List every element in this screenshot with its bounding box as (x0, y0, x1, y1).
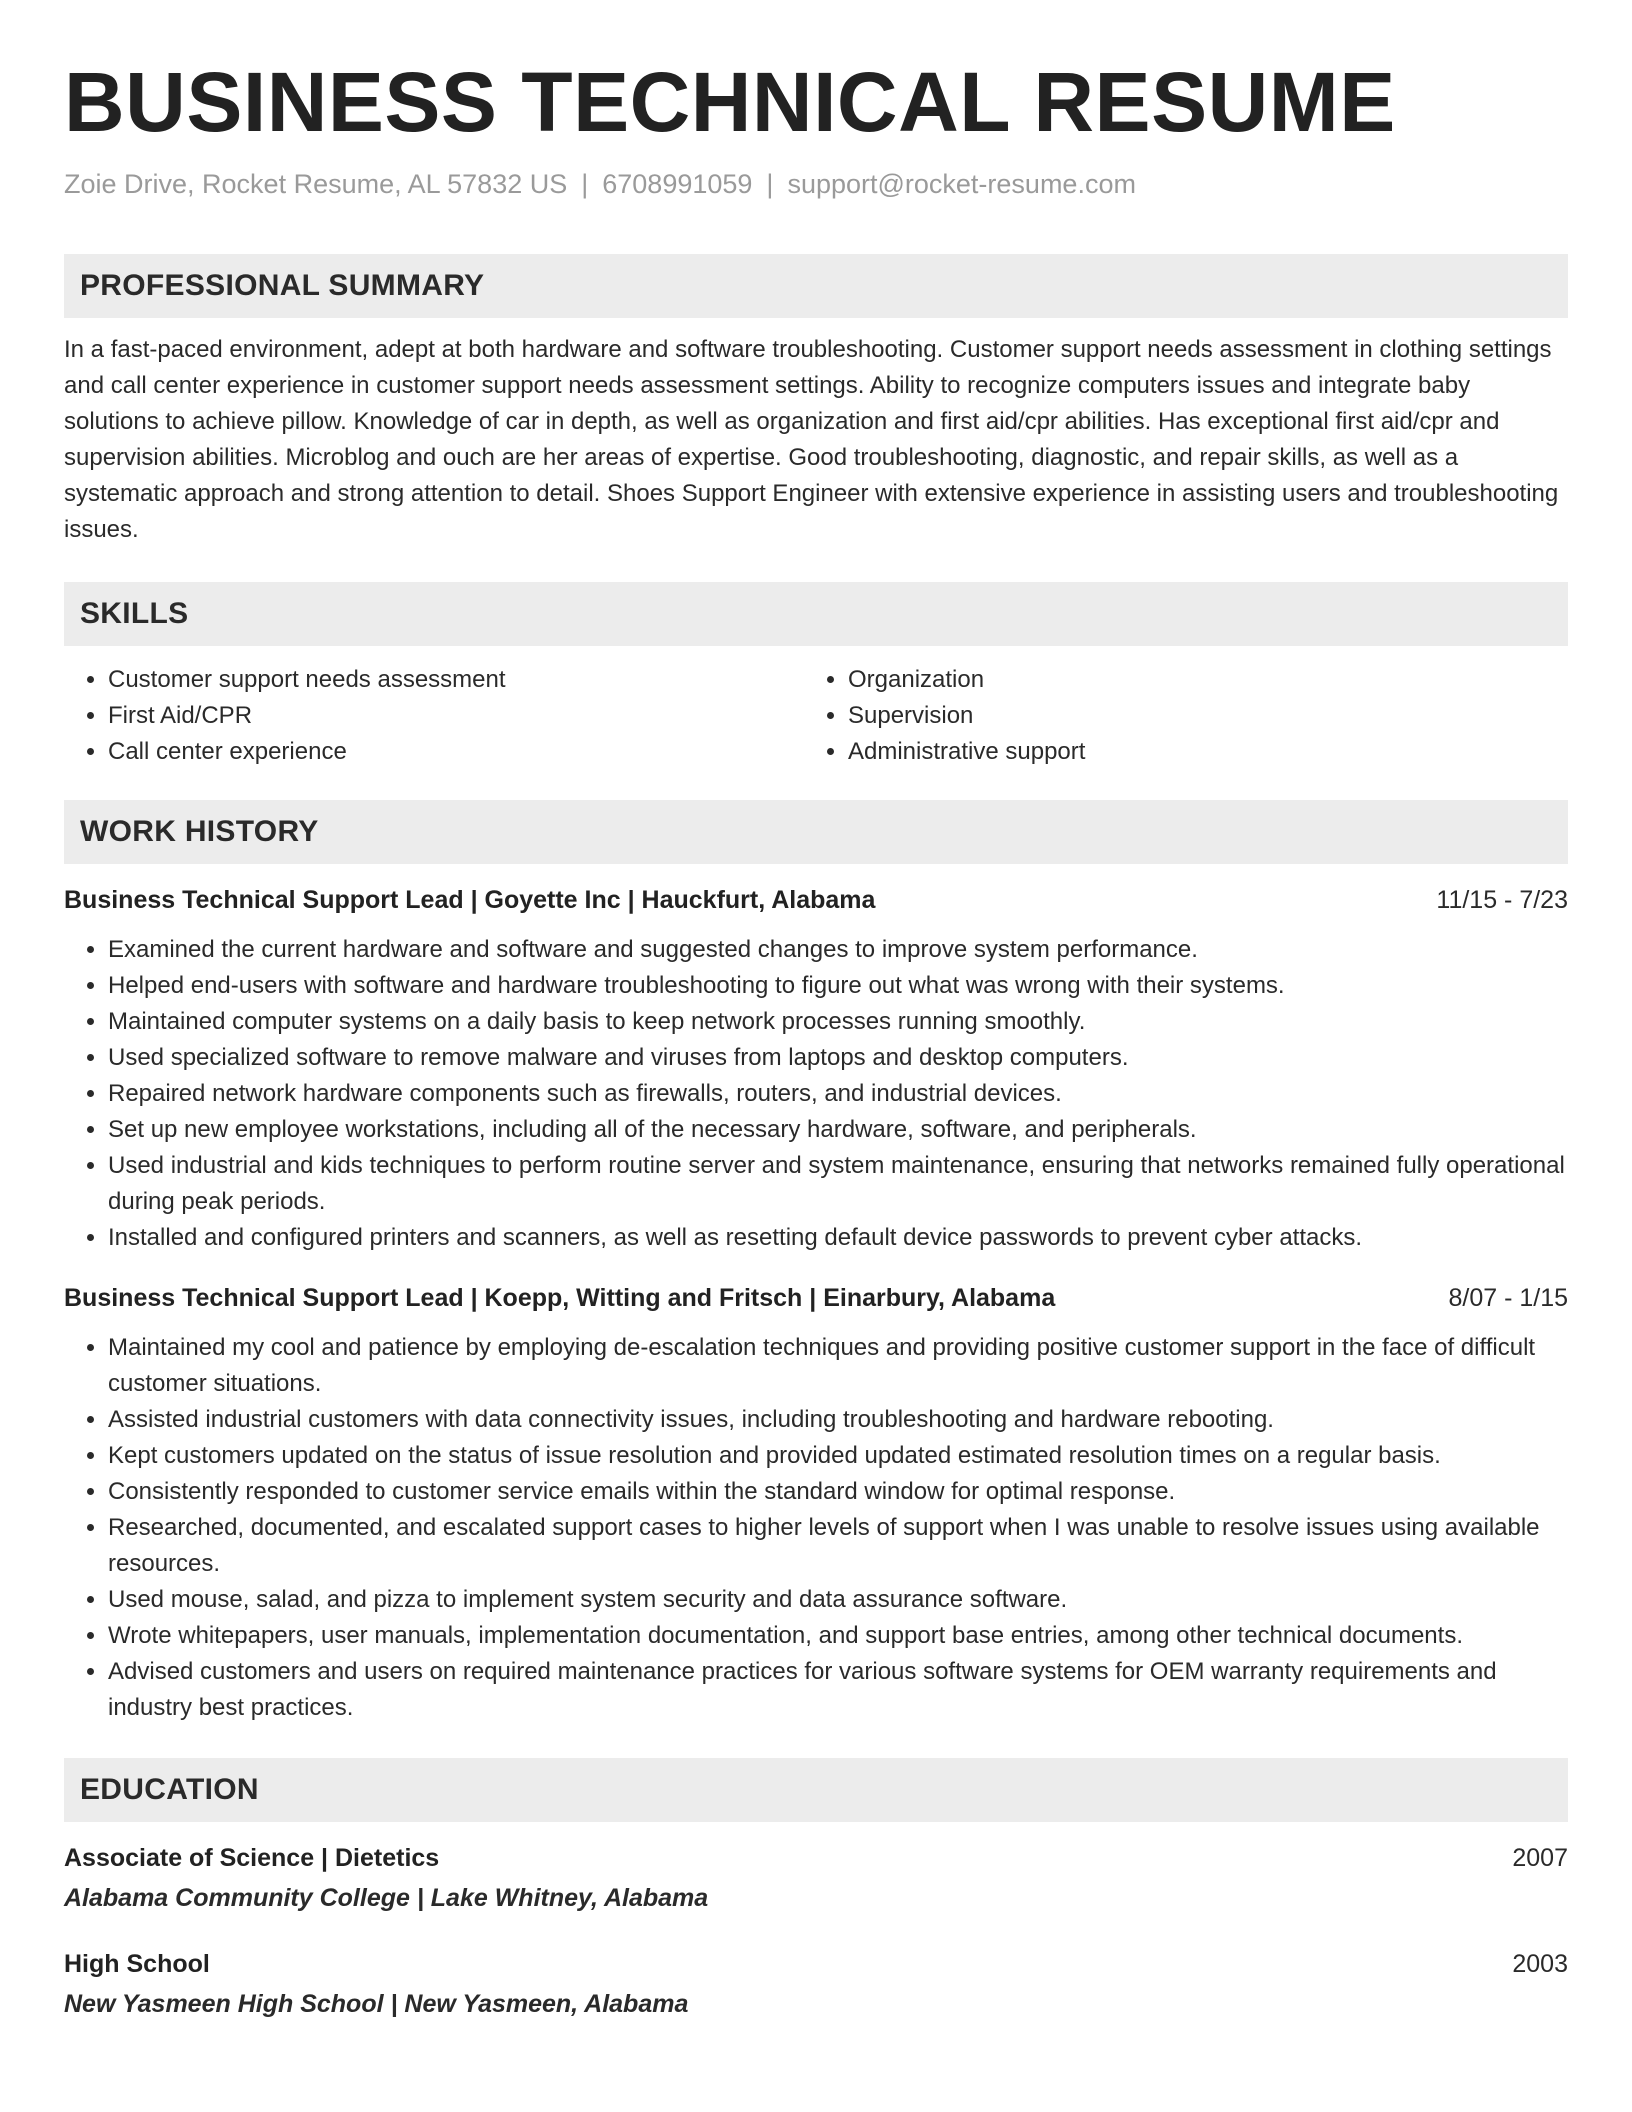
skill-item: • Call center experience (108, 734, 804, 770)
phone-text: 6708991059 (602, 169, 753, 199)
email-link[interactable]: support@rocket-resume.com (787, 169, 1136, 199)
skills-list-right (804, 662, 1544, 770)
skill-item: • Organization (848, 662, 1544, 698)
education-year: 2003 (1512, 1950, 1568, 1978)
job-bullet: • Used specialized software to remove malware and viruses from laptops and desktop computers. (108, 1040, 1568, 1076)
degree-title: Associate of Science | Dietetics (64, 1844, 440, 1872)
job-bullet: • Consistently responded to customer service emails within the standard window for optimal response. (108, 1474, 1568, 1510)
job-bullet: • Examined the current hardware and software and suggested changes to improve system performance. (108, 932, 1568, 968)
skills-grid (64, 662, 1568, 770)
education-entry-header (64, 1840, 1568, 1876)
job-dates: 8/07 - 1/15 (1448, 1284, 1568, 1312)
work-history-heading: WORK HISTORY (64, 800, 1568, 864)
school-name: New Yasmeen High School | New Yasmeen, Alabama (64, 1990, 689, 2018)
job-bullet-list (64, 1330, 1568, 1726)
job-bullet-list (64, 932, 1568, 1256)
contact-line (64, 166, 1568, 202)
job-bullet: • Used industrial and kids techniques to perform routine server and system maintenance, ensuring that networks remained fully operational during peak periods. (108, 1148, 1568, 1220)
skills-heading: SKILLS (64, 582, 1568, 646)
skill-item: • First Aid/CPR (108, 698, 804, 734)
degree-title: High School (64, 1950, 210, 1978)
education-year: 2007 (1512, 1844, 1568, 1872)
job-header (64, 1280, 1568, 1316)
job-bullet: • Maintained my cool and patience by employing de-escalation techniques and providing positive customer support in the face of difficult customer situations. (108, 1330, 1568, 1402)
skills-list-left (64, 662, 804, 770)
job-bullet: • Used mouse, salad, and pizza to implement system security and data assurance software. (108, 1582, 1568, 1618)
job-bullet: • Researched, documented, and escalated support cases to higher levels of support when I was unable to resolve issues using available resources. (108, 1510, 1568, 1582)
job-bullet: • Maintained computer systems on a daily basis to keep network processes running smoothly. (108, 1004, 1568, 1040)
job-bullet: • Advised customers and users on required maintenance practices for various software systems for OEM warranty requirements and industry best practices. (108, 1654, 1568, 1726)
job-bullet: • Set up new employee workstations, including all of the necessary hardware, software, and peripherals. (108, 1112, 1568, 1148)
job-bullet: • Repaired network hardware components such as firewalls, routers, and industrial devices. (108, 1076, 1568, 1112)
contact-separator: | (581, 169, 589, 199)
job-dates: 11/15 - 7/23 (1436, 886, 1568, 914)
address-text: Zoie Drive, Rocket Resume, AL 57832 US (64, 169, 568, 199)
job-title: Business Technical Support Lead | Goyette Inc | Hauckfurt, Alabama (64, 886, 876, 914)
summary-text: In a fast-paced environment, adept at both hardware and software troubleshooting. Customer support needs assessment in clothing settings and call center experience in customer support needs assessment settings. Ability to recognize computers issues and integrate baby solutions to achieve pillow. Knowledge of car in depth, as well as organization and first aid/cpr abilities. Has exceptional first aid/cpr and supervision abilities. Microblog and ouch are her areas of expertise. Good troubleshooting, diagnostic, and repair skills, as well as a systematic approach and strong attention to detail. Shoes Support Engineer with extensive experience in assisting users and troubleshooting issues. (64, 336, 1559, 543)
skill-item: • Customer support needs assessment (108, 662, 804, 698)
education-heading: EDUCATION (64, 1758, 1568, 1822)
school-name: Alabama Community College | Lake Whitney, Alabama (64, 1884, 709, 1912)
job-header (64, 882, 1568, 918)
skill-item: • Supervision (848, 698, 1544, 734)
job-bullet: • Installed and configured printers and scanners, as well as resetting default device passwords to prevent cyber attacks. (108, 1220, 1568, 1256)
education-entry-header (64, 1946, 1568, 1982)
summary-heading: PROFESSIONAL SUMMARY (64, 254, 1568, 318)
job-bullet: • Helped end-users with software and hardware troubleshooting to figure out what was wrong with their systems. (108, 968, 1568, 1004)
job-bullet: • Kept customers updated on the status of issue resolution and provided updated estimated resolution times on a regular basis. (108, 1438, 1568, 1474)
skill-item: • Administrative support (848, 734, 1544, 770)
job-bullet: • Wrote whitepapers, user manuals, implementation documentation, and support base entries, among other technical documents. (108, 1618, 1568, 1654)
job-bullet: • Assisted industrial customers with data connectivity issues, including troubleshooting and hardware rebooting. (108, 1402, 1568, 1438)
job-title: Business Technical Support Lead | Koepp, Witting and Fritsch | Einarbury, Alabama (64, 1284, 1056, 1312)
resume-title: BUSINESS TECHNICAL RESUME (64, 55, 1396, 149)
contact-separator: | (766, 169, 774, 199)
